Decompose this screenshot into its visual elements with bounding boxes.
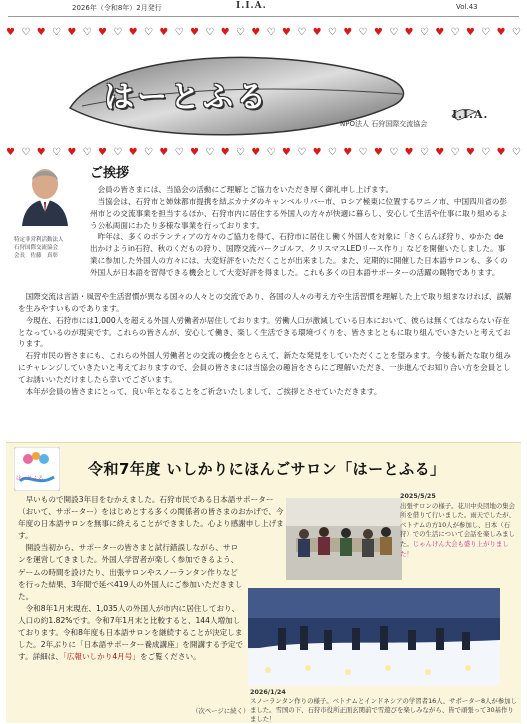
heart-icon: ♥ xyxy=(404,147,414,158)
hearts-border-top xyxy=(6,27,521,39)
heart-icon: ♥ xyxy=(312,147,322,158)
greeting-text-lower: 国際交流は言語・風習や生活習慣が異なる国々の人々との交流であり、各国の人々の考え方や生活習慣を理解した上で取り組まなければ、誤解を生みやすいものであります。 今現在、石狩市には1,000人を超える外国人労働者が居住しております。労働人口が激減している日本において、彼らは無くてはならない存在となっているのが現実です。これらの皆さんが、安心して働き、楽しく生活できる環境づくりを、皆さまとともに取り組んでいきたいと考えております。 石狩市民の皆さまにも、これらの外国人労働者との交流の機会をとらえて、新たな発見をしていただくことを望みます。今後も新たな取り組みにチャレンジしていきたいと考えておりますので、会員の皆さまには当協会の趣旨をさらにご理解いただき、一歩進んでお知り合い方を会員としてお誘いいただけましたら幸いでございます。 本年が会員の皆さまにとって、良い年となることをご祈念いたしまして、ご挨拶とさせていただきます。 xyxy=(18,292,512,396)
heart-icon: ♥ xyxy=(36,27,46,38)
heart-icon: ♡ xyxy=(297,27,307,38)
greeting-text-upper: 会員の皆さまには、当協会の活動にご理解とご協力をいただき厚く御礼申し上げます。 当協会は、石狩市と姉妹都市提携を結ぶカナダのキャンベルリバー市、ロシア極東に位置するワニノ市、中国四川省の彭州市との交流事業を担当するほか、石狩市内に居住する外国人の方々が快適に暮らし、安心して生活や仕事に取り組めるよう公私両面にわたり多様な事業を行っております。 昨年は、多くのボランティアの方々のご協力を得て、石狩市に居住し働く外国人を対象に「さくらんぼ狩り、ゆかた de出かけようin石狩、秋のくだもの狩り、国際交流パークゴルフ、クリスマスLEDリース作り」などを開催いたしました。事業に参加した外国人の方々には、大変好評をいただくことが出来ました。また、定期的に開催した日本語サロンも、多くの外国人が日本語を習得できる機会として大変好評を得ました。これも多くの日本語サポーターの活躍の賜物であります。 xyxy=(90,185,508,277)
heart-icon: ♡ xyxy=(358,147,368,158)
president-caption: 特定非営利活動法人 石狩国際交流協会 会長 佐藤 真彰 xyxy=(14,237,64,259)
hearts-border-bottom xyxy=(6,147,521,159)
heart-icon: ♡ xyxy=(389,147,399,158)
heart-icon: ♥ xyxy=(189,27,199,38)
heart-icon: ♥ xyxy=(496,147,506,158)
heart-icon: ♡ xyxy=(82,147,92,158)
heart-icon: ♥ xyxy=(435,147,445,158)
header-rule xyxy=(8,16,519,17)
heart-icon: ♡ xyxy=(266,147,276,158)
heart-icon: ♡ xyxy=(235,27,245,38)
heart-icon: ♥ xyxy=(343,27,353,38)
heart-icon: ♥ xyxy=(465,147,475,158)
heart-icon: ♡ xyxy=(511,27,521,38)
heart-icon: ♡ xyxy=(51,27,61,38)
heart-icon: ♥ xyxy=(159,27,169,38)
president-photo xyxy=(18,160,72,226)
snow-lantern-photo xyxy=(248,588,500,686)
heart-icon: ♥ xyxy=(251,27,261,38)
salon-logo-text: はーとふる xyxy=(16,476,44,482)
heart-icon: ♥ xyxy=(220,27,230,38)
heart-icon: ♥ xyxy=(281,27,291,38)
heart-icon: ♡ xyxy=(174,147,184,158)
newsletter-title: はーとふる xyxy=(104,80,269,115)
heart-icon: ♡ xyxy=(113,27,123,38)
heart-icon: ♥ xyxy=(220,147,230,158)
heart-icon: ♡ xyxy=(511,147,521,158)
heart-icon: ♡ xyxy=(205,147,215,158)
heart-icon: ♥ xyxy=(465,27,475,38)
heart-icon: ♡ xyxy=(235,147,245,158)
salon-title: 令和7年度 いしかりにほんごサロン「はーとふる」 xyxy=(88,460,446,478)
heart-icon: ♡ xyxy=(143,27,153,38)
heart-icon: ♥ xyxy=(128,147,138,158)
heart-icon: ♡ xyxy=(450,27,460,38)
heart-icon: ♥ xyxy=(97,27,107,38)
continued-note: （次ページに続く） xyxy=(192,707,250,715)
heart-icon: ♡ xyxy=(113,147,123,158)
heart-icon: ♡ xyxy=(327,147,337,158)
volume-number: Vol.43 xyxy=(456,3,478,11)
heart-icon: ♡ xyxy=(419,147,429,158)
greeting-title: ご挨拶 xyxy=(90,166,130,181)
heart-icon: ♥ xyxy=(404,27,414,38)
heart-icon: ♥ xyxy=(435,27,445,38)
salon-logo-icon xyxy=(14,447,60,491)
heart-icon: ♥ xyxy=(312,27,322,38)
heart-icon: ♡ xyxy=(205,27,215,38)
heart-icon: ♥ xyxy=(67,27,77,38)
heart-icon: ♡ xyxy=(143,147,153,158)
heart-icon: ♥ xyxy=(67,147,77,158)
organization-name: NPO法人 石狩国際交流協会 xyxy=(340,120,428,128)
heart-icon: ♡ xyxy=(358,27,368,38)
heart-icon: ♡ xyxy=(481,27,491,38)
heart-icon: ♡ xyxy=(21,27,31,38)
heart-icon: ♡ xyxy=(174,27,184,38)
heart-icon: ♥ xyxy=(251,147,261,158)
organization-logo: I.I.A. xyxy=(452,108,489,121)
salon-photo-indoor xyxy=(286,498,402,580)
heart-icon: ♥ xyxy=(373,27,383,38)
heart-icon: ♥ xyxy=(159,147,169,158)
heart-icon: ♡ xyxy=(450,147,460,158)
heart-icon: ♥ xyxy=(36,147,46,158)
heart-icon: ♥ xyxy=(281,147,291,158)
heart-icon: ♥ xyxy=(128,27,138,38)
heart-icon: ♡ xyxy=(266,27,276,38)
heart-icon: ♡ xyxy=(51,147,61,158)
heart-icon: ♡ xyxy=(389,27,399,38)
heart-icon: ♡ xyxy=(297,147,307,158)
heart-icon: ♥ xyxy=(97,147,107,158)
photo2-caption: 2026/1/24 スノーランタン作りの様子。ベトナムとインドネシアの学習者16人、サポーター8人が参加しました。雪国の下、石狩市役所正面玄関前で雪遊びを楽しみながら、皆で頑張って30基作りました！ xyxy=(250,688,517,723)
heart-icon: ♡ xyxy=(82,27,92,38)
heart-icon: ♡ xyxy=(327,27,337,38)
heart-icon: ♥ xyxy=(343,147,353,158)
heart-icon: ♡ xyxy=(419,27,429,38)
issue-date: 2026年（令和8年）2月発行 xyxy=(72,4,162,12)
heart-icon: ♥ xyxy=(189,147,199,158)
heart-icon: ♥ xyxy=(6,147,15,158)
header-brand: I.I.A. xyxy=(236,1,267,11)
heart-icon: ♥ xyxy=(496,27,506,38)
salon-body-text: 早いもので開設3年目をむかえました。石狩市民である日本語サポーター（おいて、サポーター）をはじめとする多くの関係者の皆さまのおかげで、今年度の日本語サロンを無事に終えることができました。心より感謝申し上げます。 開設当初から、サポーターの皆さまと試行錯誤しながら、サロンを運営してきました。外国人学習者が楽しく参加できるよう、ゲームの時間を設けたり、出張サロンやスノーランタン作りなどを行った結果、3年間で延べ419人の外国人にご参加いただきました。 令和8年1月末現在、1,035人の外国人が市内に居住しており、人口の約1.82%です。令和7年1月末と比較すると、144人増加しております。令和8年度も日本語サロンを継続することが決定しました。2年ぶりに「日本語サポーター養成講座」を開講する予定です。詳細は、「広報いしかり4月号」をご覧ください。 xyxy=(18,495,284,662)
heart-icon: ♡ xyxy=(21,147,31,158)
heart-icon: ♡ xyxy=(481,147,491,158)
heart-icon: ♥ xyxy=(6,27,15,38)
photo1-caption: 2025/5/25 出張サロンの様子。花川中央団地の集会所を借りて行いました。雨天でしたが、ベトナムの方10人が参加し、日本（石狩）での生活について会話を楽しみました。じゃんけん大会も盛り上がりました！ xyxy=(400,492,516,558)
heart-icon: ♥ xyxy=(373,147,383,158)
